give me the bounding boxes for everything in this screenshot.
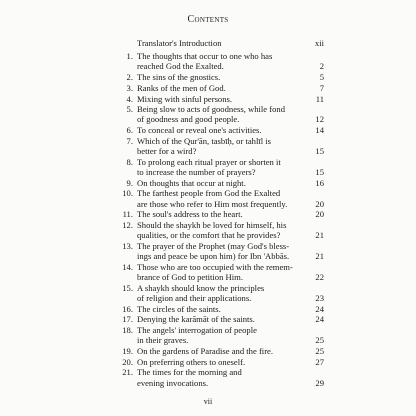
toc-entry-page: 24 [315, 303, 324, 314]
toc-entry-number: 12. [122, 219, 133, 230]
toc-entry-title-line: The times for the morning and [137, 367, 242, 378]
toc-entry [119, 136, 324, 156]
toc-entry-page: 15 [315, 146, 324, 157]
toc-entry-title-line: A shaykh should know the principles [137, 282, 265, 293]
toc-entry-title-line: brance of God to petition Him. [137, 271, 243, 282]
toc-entry [119, 157, 324, 177]
toc-entry-title-line: The soul's address to the heart. [137, 209, 243, 220]
toc-entry-page: 16 [315, 177, 324, 188]
toc-entry [119, 241, 324, 261]
toc-entry [119, 104, 324, 124]
toc-entry [119, 220, 324, 240]
toc-entry-page: 7 [319, 82, 324, 93]
toc-entry [119, 209, 324, 219]
toc-entry-title-line: of goodness and good people. [137, 114, 240, 125]
toc-entry-title-line: The farthest people from God the Exalted [137, 188, 281, 199]
toc-entry-number: 14. [122, 261, 133, 272]
toc-entry-title-line: To conceal or reveal one's activities. [137, 125, 262, 136]
toc-entry-number: 13. [122, 240, 133, 251]
toc-entry-page: 23 [315, 292, 324, 303]
toc-entry [119, 304, 324, 314]
toc-entry-title-line: to increase the number of prayers? [137, 166, 256, 177]
toc-entry-page: 20 [315, 198, 324, 209]
toc-entry-number: 8. [126, 156, 133, 167]
toc-entry-title-line: The thoughts that occur to one who has [137, 51, 273, 62]
toc-entry-number: 7. [126, 135, 133, 146]
toc-entry-title-line: Should the shaykh be loved for himself, his [137, 219, 287, 230]
toc-intro-row [119, 38, 324, 48]
toc-entry-title-line: Which of the Qur'ān, tasbīḥ, or tahlīl is [137, 135, 272, 146]
toc-entry [119, 72, 324, 82]
toc-entry-page: 29 [315, 377, 324, 388]
toc-entry-title-line: The prayer of the Prophet (may God's bless- [137, 240, 290, 251]
toc-entry-title-line: Those who are too occupied with the remem- [137, 261, 293, 272]
toc-entry-number: 10. [122, 188, 133, 199]
toc-entry-page: 25 [315, 335, 324, 346]
toc-entry-title-line: qualities, or the comfort that he provides? [137, 230, 281, 241]
toc-entry-title-line: Denying the karāmāt of the saints. [137, 314, 255, 325]
toc-entry-page: 24 [315, 314, 324, 325]
toc-entry-title-line: On preferring others to oneself. [137, 356, 246, 367]
toc-entry-number: 3. [126, 82, 133, 93]
toc-entry-title-line: are those who refer to Him most frequently. [137, 198, 288, 209]
toc-entry-page: 5 [319, 72, 324, 83]
toc-entry-title-line: evening invocations. [137, 377, 209, 388]
toc-entry-title-line: The circles of the saints. [137, 303, 221, 314]
table-of-contents [119, 38, 324, 388]
toc-entry [119, 283, 324, 303]
toc-entry-title-line: ings and peace be upon him) for Ibn 'Abbās. [137, 251, 290, 262]
toc-entry-title-line: Mixing with sinful persons. [137, 93, 233, 104]
toc-entry [119, 314, 324, 324]
toc-entry-number: 4. [126, 93, 133, 104]
toc-entry [119, 346, 324, 356]
toc-entry-title-line: On the gardens of Paradise and the fire. [137, 345, 274, 356]
toc-entry [119, 325, 324, 345]
toc-entry [119, 125, 324, 135]
toc-entry-title-line: of religion and their applications. [137, 292, 252, 303]
toc-entry-page: 27 [315, 356, 324, 367]
toc-entry-title-line: The sins of the gnostics. [137, 72, 221, 83]
toc-entry-number: 16. [122, 303, 133, 314]
toc-entry-number: 17. [122, 314, 133, 325]
toc-entry-title-line: in their graves. [137, 335, 189, 346]
toc-entry-title-line: better for a wird? [137, 146, 197, 157]
toc-entry-title-line: Ranks of the men of God. [137, 82, 226, 93]
toc-entry-number: 11. [122, 209, 133, 220]
toc-entry-page: 21 [315, 230, 324, 241]
toc-entry-title-line: On thoughts that occur at night. [137, 177, 246, 188]
toc-entry [119, 178, 324, 188]
toc-entry-number: 19. [122, 345, 133, 356]
toc-entry-number: 18. [122, 324, 133, 335]
page-number: vii [203, 397, 213, 406]
toc-entry-page: 25 [315, 345, 324, 356]
toc-entry-page: 22 [315, 271, 324, 282]
toc-entry-number: 15. [122, 282, 133, 293]
toc-entry-title-line: The angels' interrogation of people [137, 324, 257, 335]
toc-entry-page: 12 [315, 114, 324, 125]
toc-entry [119, 94, 324, 104]
toc-entry-number: 6. [126, 125, 133, 136]
toc-entry-page: 2 [319, 61, 324, 72]
toc-entry [119, 357, 324, 367]
toc-entry-page: 11 [315, 93, 324, 104]
toc-entry [119, 188, 324, 208]
toc-entry-number: 20. [122, 356, 133, 367]
toc-entry-number: 21. [122, 367, 133, 378]
toc-entry-number: 5. [126, 104, 133, 115]
toc-intro-title: Translator's Introduction [137, 38, 222, 48]
toc-entry-number: 1. [126, 51, 133, 62]
toc-entry-title-line: To prolong each ritual prayer or shorten it [137, 156, 281, 167]
toc-entry-page: 14 [315, 125, 324, 136]
toc-entry-number: 2. [126, 72, 133, 83]
toc-entry [119, 83, 324, 93]
toc-entry-title-line: reached God the Exalted. [137, 61, 224, 72]
toc-entry [119, 367, 324, 387]
toc-intro-page: xii [314, 38, 324, 48]
toc-entry-page: 15 [315, 166, 324, 177]
toc-entry-title-line: Being slow to acts of goodness, while fond [137, 104, 285, 115]
toc-entry-number: 9. [126, 177, 133, 188]
toc-entry [119, 51, 324, 71]
toc-entry-page: 20 [315, 209, 324, 220]
toc-entry [119, 262, 324, 282]
toc-entry-page: 21 [315, 251, 324, 262]
contents-heading: Contents [187, 14, 229, 25]
